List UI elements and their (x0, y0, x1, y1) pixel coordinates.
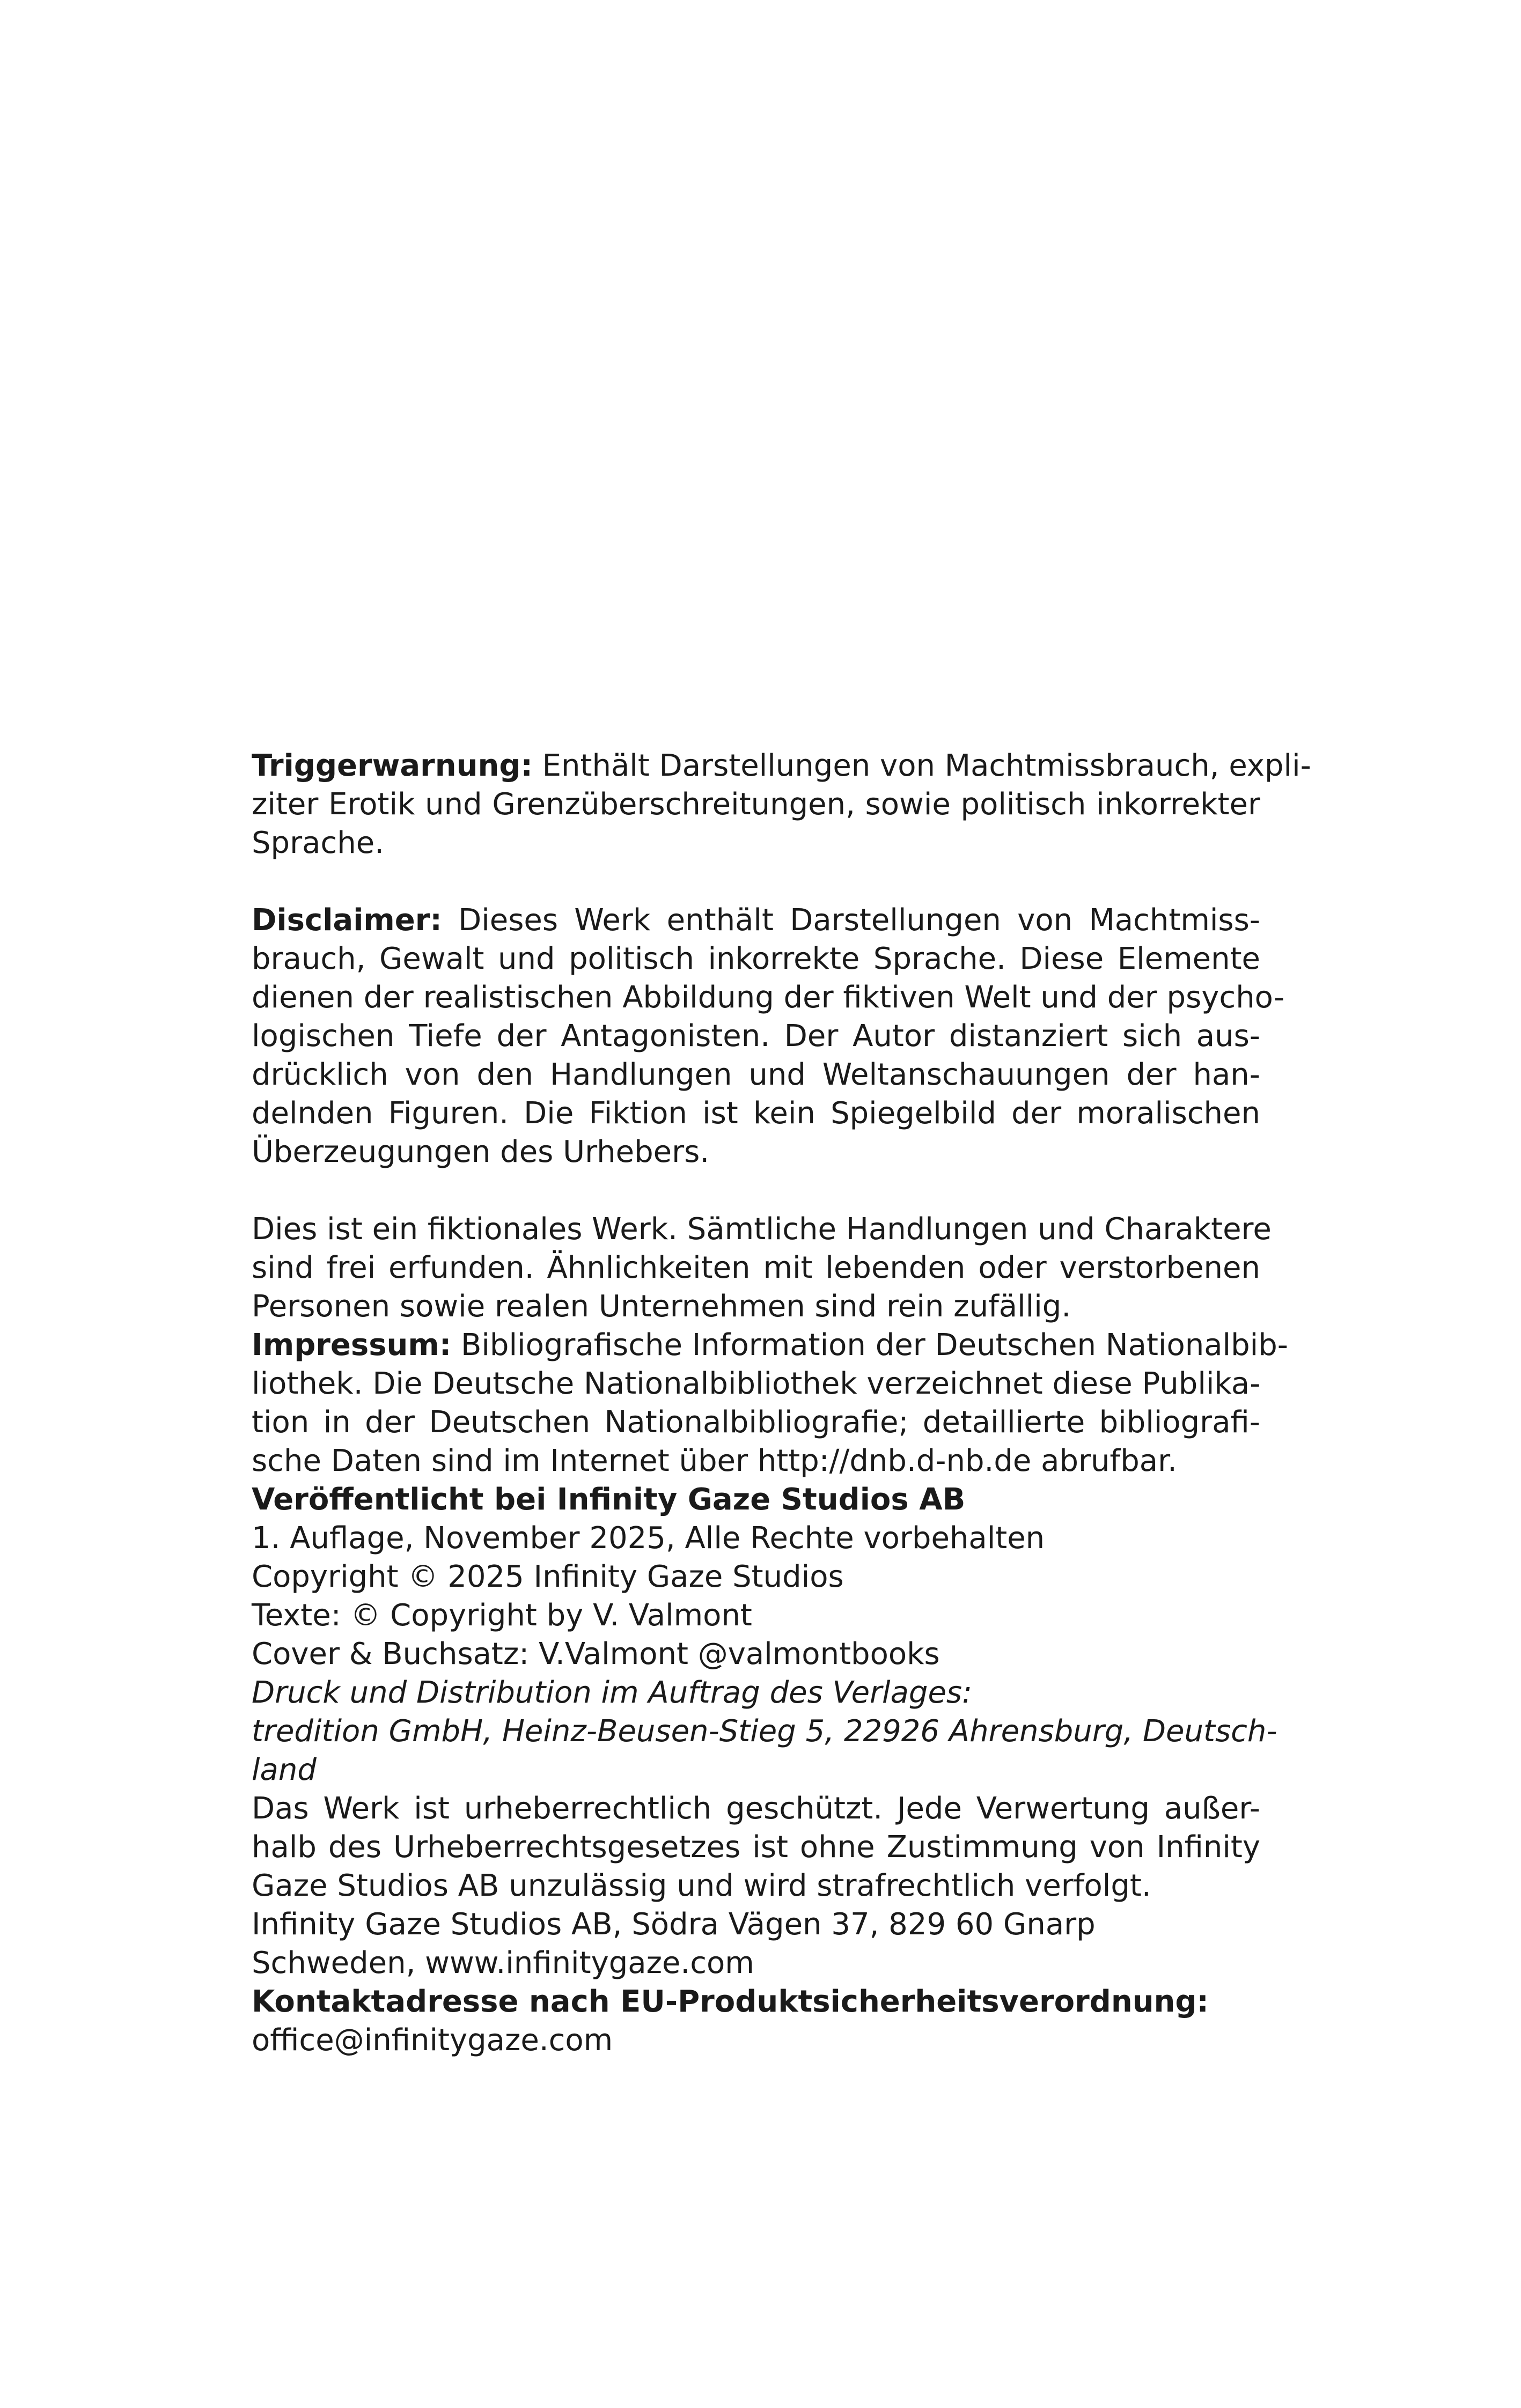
fiction-notice-paragraph (252, 1210, 1272, 1326)
contact-block (252, 1983, 1260, 2060)
published-by: Veröffentlicht bei Infinity Gaze Studios AB (252, 1482, 966, 1517)
trigger-warning-line-2: ziter Erotik und Grenzüberschreitungen, sowie politisch inkorrekter (252, 787, 1260, 822)
address-line-1: Infinity Gaze Studios AB, Södra Vägen 37, 829 60 Gnarp (252, 1907, 1096, 1942)
trigger-warning-paragraph (252, 747, 1311, 863)
copyright-line: Copyright © 2025 Infinity Gaze Studios (252, 1559, 844, 1594)
disclaimer-line-1 (252, 901, 1260, 940)
disclaimer-text-1: Dieses Werk enthält Darstellungen von Machtmiss- (442, 903, 1260, 938)
paragraph-spacer (252, 863, 1260, 901)
disclaimer-line-2: brauch, Gewalt und politisch inkorrekte Sprache. Diese Elemente (252, 941, 1260, 976)
print-distribution-label: Druck und Distribution im Auftrag des Verlages: (252, 1675, 972, 1710)
rights-line-2: halb des Urheberrechtsgesetzes ist ohne Zustimmung von Infinity (252, 1830, 1260, 1865)
print-distribution-line-1: tredition GmbH, Heinz-Beusen-Stieg 5, 22926 Ahrensburg, Deutsch- (252, 1714, 1277, 1749)
fiction-line-3: Personen sowie realen Unternehmen sind rein zufällig. (252, 1289, 1071, 1324)
impressum-paragraph (252, 1326, 1288, 1481)
impressum-line-3: tion in der Deutschen Nationalbibliografie; detaillierte bibliografi- (252, 1405, 1260, 1440)
contact-email: office@infinitygaze.com (252, 2023, 613, 2058)
rights-paragraph (252, 1790, 1260, 1905)
cover-credit-line: Cover & Buchsatz: V.Valmont @valmontbooks (252, 1637, 940, 1671)
texts-copyright-line: Texte: © Copyright by V. Valmont (252, 1598, 752, 1633)
print-distribution-line-2: land (252, 1752, 317, 1787)
impressum-label: Impressum: (252, 1328, 452, 1363)
edition-line: 1. Auflage, November 2025, Alle Rechte vorbehalten (252, 1521, 1045, 1556)
disclaimer-line-3: dienen der realistischen Abbildung der fiktiven Welt und der psycho- (252, 980, 1285, 1015)
impressum-line-2: liothek. Die Deutsche Nationalbibliothek verzeichnet diese Publika- (252, 1366, 1261, 1401)
rights-line-3: Gaze Studios AB unzulässig und wird strafrechtlich verfolgt. (252, 1868, 1151, 1903)
trigger-warning-label: Triggerwarnung: (252, 748, 533, 783)
address-line-2: Schweden, www.infinitygaze.com (252, 1946, 754, 1980)
rights-line-1: Das Werk ist urheberrechtlich geschützt. Jede Verwertung außer- (252, 1791, 1260, 1826)
paragraph-spacer (252, 1172, 1260, 1210)
address-block (252, 1905, 1260, 1983)
disclaimer-line-4: logischen Tiefe der Antagonisten. Der Autor distanziert sich aus- (252, 1019, 1260, 1054)
impressum-line-4: sche Daten sind im Internet über http://dnb.d-nb.de abrufbar. (252, 1444, 1177, 1478)
fiction-line-2: sind frei erfunden. Ähnlichkeiten mit lebenden oder verstorbenen (252, 1250, 1260, 1285)
disclaimer-paragraph (252, 901, 1285, 1172)
fiction-line-1: Dies ist ein fiktionales Werk. Sämtliche Handlungen und Charaktere (252, 1212, 1272, 1247)
disclaimer-label: Disclaimer: (252, 903, 442, 938)
contact-label: Kontaktadresse nach EU-Produktsicherheitsverordnung: (252, 1984, 1209, 2019)
disclaimer-line-6: delnden Figuren. Die Fiktion ist kein Spiegelbild der moralischen (252, 1096, 1260, 1131)
disclaimer-line-5: drücklich von den Handlungen und Weltanschauungen der han- (252, 1057, 1260, 1092)
imprint-text-block (252, 747, 1311, 2060)
impressum-line-1 (252, 1326, 1288, 1365)
trigger-warning-line-1 (252, 747, 1311, 785)
publisher-block (252, 1481, 1277, 1790)
trigger-warning-line-3: Sprache. (252, 826, 384, 860)
disclaimer-line-7: Überzeugungen des Urhebers. (252, 1135, 710, 1169)
impressum-text-1: Bibliografische Information der Deutschen Nationalbib- (451, 1328, 1288, 1363)
trigger-warning-text-1: Enthält Darstellungen von Machtmissbrauch, expli- (532, 748, 1311, 783)
